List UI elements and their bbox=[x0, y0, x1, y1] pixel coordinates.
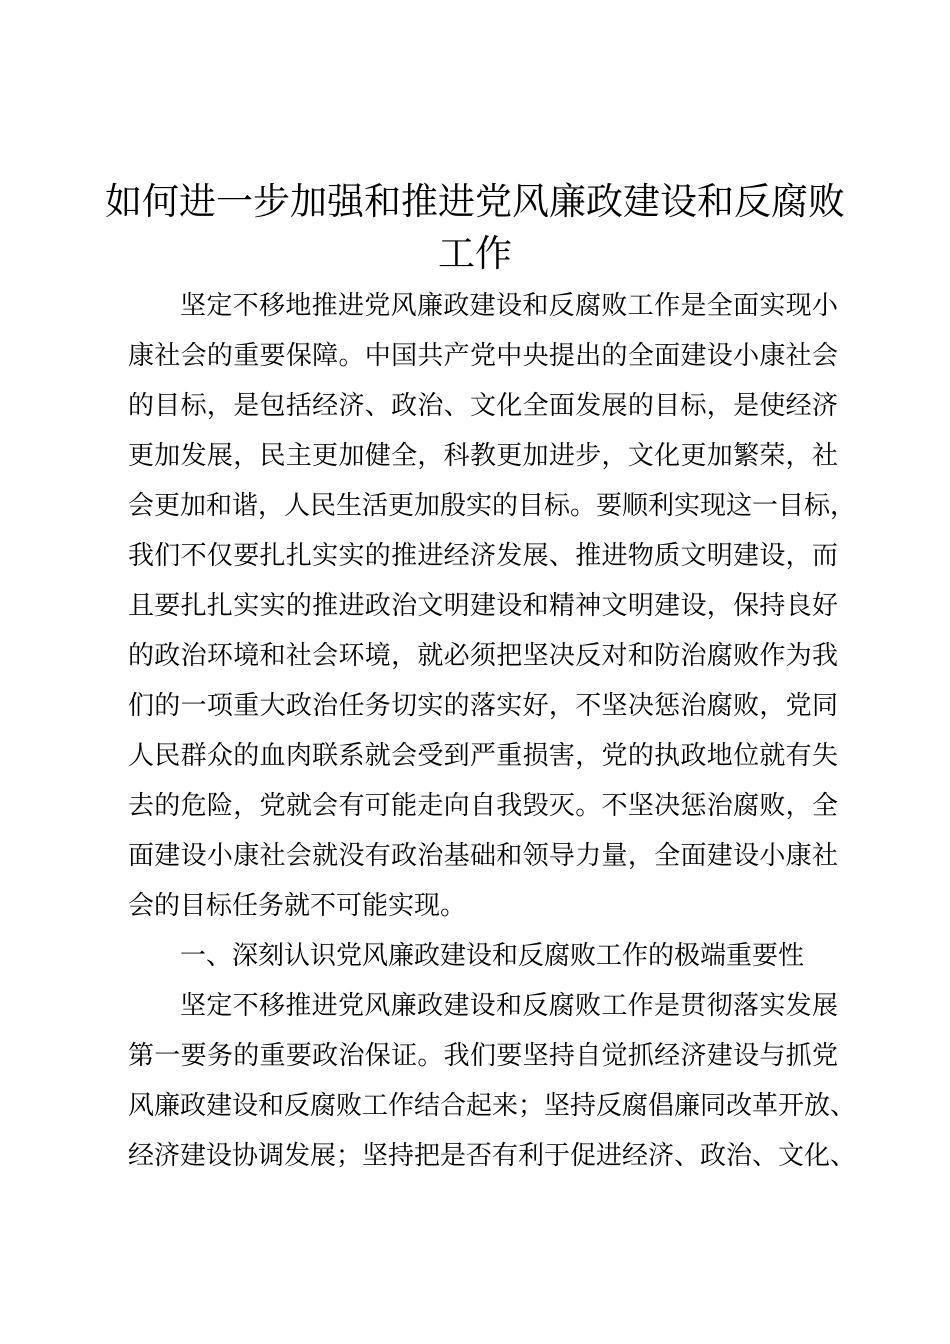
text-line: 会更加和谐，人民生活更加殷实的目标。要顺利实现这一目标， bbox=[128, 491, 857, 521]
text-line: 去的危险，党就会有可能走向自我毁灭。不坚决惩治腐败，全 bbox=[128, 791, 838, 821]
text-line: 且要扎扎实实的推进政治文明建设和精神文明建设，保持良好 bbox=[128, 591, 838, 621]
text-line: 人民群众的血肉联系就会受到严重损害，党的执政地位就有失 bbox=[128, 741, 838, 771]
text-line: 的目标，是包括经济、政治、文化全面发展的目标，是使经济 bbox=[128, 391, 838, 421]
paragraph-section-1 bbox=[128, 981, 857, 1181]
paragraph-intro bbox=[128, 281, 857, 931]
document-body bbox=[128, 281, 857, 1181]
text-line: 康社会的重要保障。中国共产党中央提出的全面建设小康社会 bbox=[128, 341, 838, 371]
text-line: 面建设小康社会就没有政治基础和领导力量，全面建设小康社 bbox=[128, 841, 838, 871]
title-line-2: 工作 bbox=[438, 232, 512, 275]
text-line: 第一要务的重要政治保证。我们要坚持自觉抓经济建设与抓党 bbox=[128, 1041, 838, 1071]
text-line: 坚定不移地推进党风廉政建设和反腐败工作是全面实现小 bbox=[180, 291, 838, 321]
text-line: 们的一项重大政治任务切实的落实好，不坚决惩治腐败，党同 bbox=[128, 691, 838, 721]
section-heading-text: 一、深刻认识党风廉政建设和反腐败工作的极端重要性 bbox=[180, 941, 805, 971]
text-line: 坚定不移推进党风廉政建设和反腐败工作是贯彻落实发展 bbox=[180, 991, 838, 1021]
text-line: 更加发展，民主更加健全，科教更加进步，文化更加繁荣，社 bbox=[128, 441, 838, 471]
title-line-1: 如何进一步加强和推进党风廉政建设和反腐败 bbox=[105, 180, 845, 223]
text-line: 会的目标任务就不可能实现。 bbox=[128, 891, 467, 921]
text-line: 我们不仅要扎扎实实的推进经济发展、推进物质文明建设，而 bbox=[128, 541, 838, 571]
section-heading bbox=[128, 931, 838, 981]
text-line: 风廉政建设和反腐败工作结合起来；坚持反腐倡廉同改革开放、 bbox=[128, 1091, 857, 1121]
text-line: 的政治环境和社会环境，就必须把坚决反对和防治腐败作为我 bbox=[128, 641, 838, 671]
document-title bbox=[100, 176, 850, 280]
text-line: 经济建设协调发展；坚持把是否有利于促进经济、政治、文化、 bbox=[128, 1141, 857, 1171]
